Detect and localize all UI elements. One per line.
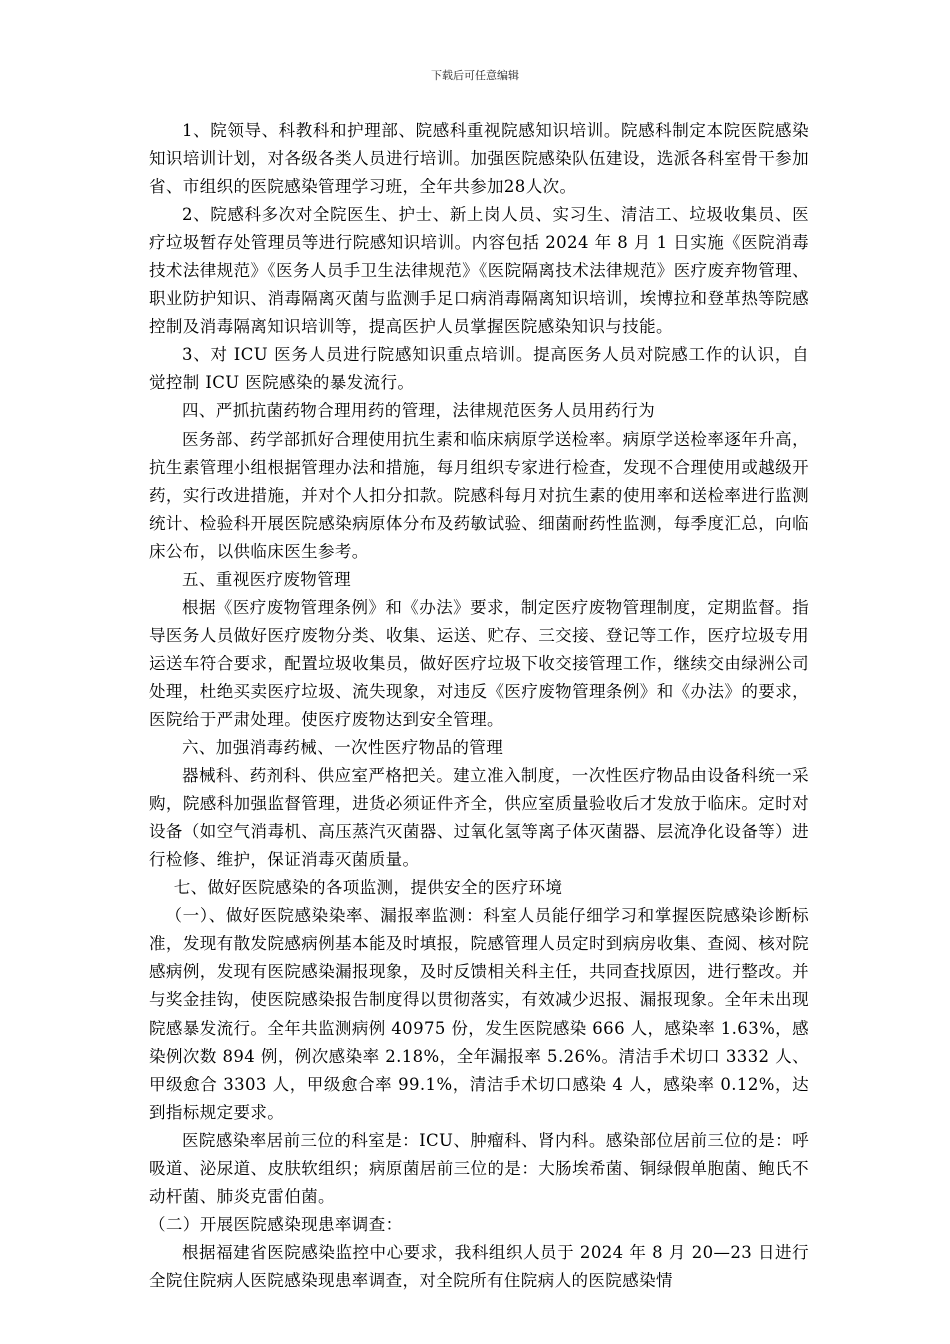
paragraph-monitoring-1: （一）、做好医院感染染率、漏报率监测：科室人员能仔细学习和掌握医院感染诊断标准，发现有散发院感病例基本能及时填报，院感管理人员定时到病房收集、查阅、核对院感病例，发现有医院感染漏报现象，及时反馈相关科主任，共同查找原因，进行整改。并与奖金挂钩，使医院感染报告制度得以贯彻落实，有效减少迟报、漏报现象。全年未出现院感暴发流行。全年共监测病例 40975 份，发生医院感染 666 人，感染率 1.63%，感染例次数 894 例，例次感染率 2.18%，全年漏报率 5.26%。清洁手术切口 3332 人、甲级愈合 3303 人，甲级愈合率 99.1%，清洁手术切口感染 4 人，感染率 0.12%，达到指标规定要求。 <box>149 906 809 1122</box>
section-heading-7: 七、做好医院感染的各项监测，提供安全的医疗环境 <box>173 878 563 898</box>
paragraph-training-3: 3、对 ICU 医务人员进行院感知识重点培训。提高医务人员对院感工作的认识，自觉控制 ICU 医院感染的暴发流行。 <box>149 345 809 393</box>
paragraph-disinfection: 器械科、药剂科、供应室严格把关。建立准入制度，一次性医疗物品由设备科统一采购，院感科加强监督管理，进货必须证件齐全，供应室质量验收后才发放于临床。定时对设备（如空气消毒机、高压蒸汽灭菌器、过氧化氢等离子体灭菌器、层流净化设备等）进行检修、维护，保证消毒灭菌质量。 <box>149 766 809 870</box>
document-body <box>149 117 809 1295</box>
paragraph-training-2: 2、院感科多次对全院医生、护士、新上岗人员、实习生、清洁工、垃圾收集员、医疗垃圾暂存处管理员等进行院感知识培训。内容包括 2024 年 8 月 1 日实施《医院消毒技术法律规范》《医务人员手卫生法律规范》《医院隔离技术法律规范》医疗废弃物管理、职业防护知识、消毒隔离灭菌与监测手足口病消毒隔离知识培训，埃博拉和登革热等院感控制及消毒隔离知识培训等，提高医护人员掌握医院感染知识与技能。 <box>149 205 809 337</box>
paragraph-prevalence-survey: 根据福建省医院感染监控中心要求，我科组织人员于 2024 年 8 月 20—23 日进行全院住院病人医院感染现患率调查，对全院所有住院病人的医院感染情 <box>149 1242 809 1290</box>
section-heading-5: 五、重视医疗废物管理 <box>182 569 351 589</box>
paragraph-top-departments: 医院感染率居前三位的科室是：ICU、肿瘤科、肾内科。感染部位居前三位的是：呼吸道、泌尿道、皮肤软组织；病原菌居前三位的是：大肠埃希菌、铜绿假单胞菌、鲍氏不动杆菌、肺炎克雷伯菌。 <box>149 1130 809 1206</box>
section-heading-6: 六、加强消毒药械、一次性医疗物品的管理 <box>182 738 504 758</box>
paragraph-antibiotics: 医务部、药学部抓好合理使用抗生素和临床病原学送检率。病原学送检率逐年升高，抗生素管理小组根据管理办法和措施，每月组织专家进行检查，发现不合理使用或越级开药，实行改进措施，并对个人扣分扣款。院感科每月对抗生素的使用率和送检率进行监测统计、检验科开展医院感染病原体分布及药敏试验、细菌耐药性监测，每季度汇总，向临床公布，以供临床医生参考。 <box>149 429 809 561</box>
subsection-heading-2: （二）开展医院感染现患率调查： <box>149 1214 403 1234</box>
paragraph-medical-waste: 根据《医疗废物管理条例》和《办法》要求，制定医疗废物管理制度，定期监督。指导医务人员做好医疗废物分类、收集、运送、贮存、三交接、登记等工作，医疗垃圾专用运送车符合要求，配置垃圾收集员，做好医疗垃圾下收交接管理工作，继续交由绿洲公司处理，杜绝买卖医疗垃圾、流失现象，对违反《医疗废物管理条例》和《办法》的要求，医院给于严肃处理。使医疗废物达到安全管理。 <box>149 597 809 729</box>
section-heading-4: 四、严抓抗菌药物合理用药的管理，法律规范医务人员用药行为 <box>182 401 656 421</box>
paragraph-training-1: 1、院领导、科教科和护理部、院感科重视院感知识培训。院感科制定本院医院感染知识培训计划，对各级各类人员进行培训。加强医院感染队伍建设，选派各科室骨干参加省、市组织的医院感染管理学习班，全年共参加28人次。 <box>149 121 809 197</box>
page-header: 下载后可任意编辑 <box>431 69 519 82</box>
